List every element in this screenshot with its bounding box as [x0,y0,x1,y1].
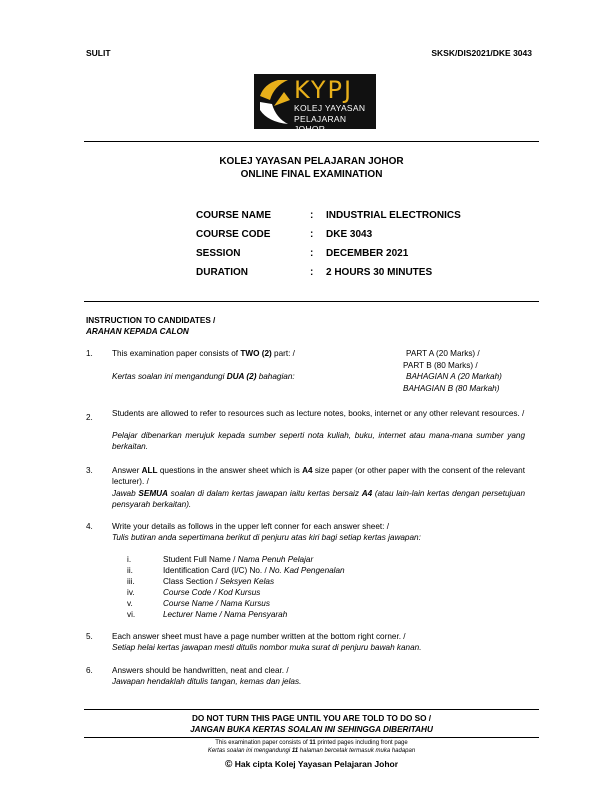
list-item: Identification Card (I/C) No. / No. Kad Pengenalan [163,566,345,575]
logo-brand: KYPJ [294,76,354,104]
item1-ms: Kertas soalan ini mengandungi DUA (2) bahagian: [112,372,295,381]
item1-bahagian-a: BAHAGIAN A (20 Markah) [406,372,502,381]
course-code-label: COURSE CODE [196,229,271,240]
divider-footer-bottom [84,737,539,738]
item5-en: Each answer sheet must have a page number written at the bottom right corner. / [112,632,406,641]
session-sep: : [310,248,314,259]
warning-ms: JANGAN BUKA KERTAS SOALAN INI SEHINGGA DIBERITAHU [190,725,433,734]
copyright-icon: © [224,759,233,770]
institution-title: KOLEJ YAYASAN PELAJARAN JOHOR [219,156,404,167]
list-item-number: vi. [127,610,136,619]
course-name-sep: : [310,210,314,221]
logo-line2: PELAJARAN JOHOR [294,114,347,134]
kypj-logo [254,74,376,134]
item2-en: Students are allowed to refer to resources such as lecture notes, books, internet or any other relevant resources. / [112,409,525,418]
list-item: Course Name / Nama Kursus [163,599,270,608]
warning-en: DO NOT TURN THIS PAGE UNTIL YOU ARE TOLD TO DO SO / [191,714,432,723]
page-count-ms: Kertas soalan ini mengandungi 11 halaman bercetak termasuk muka hadapan [207,748,416,754]
list-item-number: i. [127,555,132,564]
item1-en: This examination paper consists of TWO (2) part: / [112,349,295,358]
course-name-label: COURSE NAME [196,210,272,221]
item-number: 1. [86,349,93,358]
list-item: Course Code / Kod Kursus [163,588,261,597]
list-item: Class Section / Seksyen Kelas [163,577,275,586]
item-number: 3. [86,466,93,475]
list-item: Student Full Name / Nama Penuh Pelajar [163,555,314,564]
list-item-number: iv. [127,588,135,597]
list-item-number: iii. [127,577,135,586]
item5-ms: Setiap helai kertas jawapan mesti ditulis nombor muka surat di penjuru bawah kanan. [112,643,422,652]
session-value: DECEMBER 2021 [326,248,409,259]
course-code-sep: : [310,229,314,240]
item-number: 4. [86,522,93,531]
header-classification: SULIT [86,48,111,58]
divider-footer-top [84,709,539,710]
session-label: SESSION [196,248,241,259]
duration-value: 2 HOURS 30 MINUTES [326,267,433,278]
item6-ms: Jawapan hendaklah ditulis tangan, kemas dan jelas. [112,677,302,686]
header-doc-code: SKSK/DIS2021/DKE 3043 [431,48,532,58]
item-number: 6. [86,666,93,675]
item6-en: Answers should be handwritten, neat and clear. / [112,666,289,675]
duration-label: DURATION [196,267,249,278]
item-number: 2. [86,413,93,422]
duration-sep: : [310,267,314,278]
list-item-number: ii. [127,566,133,575]
exam-title: ONLINE FINAL EXAMINATION [240,169,383,180]
course-code-value: DKE 3043 [326,229,373,240]
divider-middle [84,301,539,302]
item3-en: Answer ALL questions in the answer sheet which is A4 size paper (or other paper with the consent of the relevant lecturer). / [112,466,525,486]
list-item: Lecturer Name / Nama Pensyarah [163,610,288,619]
instruction-heading-ms: ARAHAN KEPADA CALON [86,327,189,336]
logo-line1: KOLEJ YAYASAN [294,103,366,113]
item4-en: Write your details as follows in the upper left conner for each answer sheet: / [112,522,389,531]
divider-top [84,141,539,142]
instruction-heading-en: INSTRUCTION TO CANDIDATES / [86,316,216,325]
item3-ms: Jawab SEMUA soalan di dalam kertas jawapan iaitu kertas bersaiz A4 (atau lain-lain kertas dengan persetujuan pensyarah berkaitan). [112,489,525,509]
item1-part-b: PART B (80 Marks) / [403,361,478,370]
copyright: © Hak cipta Kolej Yayasan Pelajaran Johor [224,759,399,770]
list-item-number: v. [127,599,133,608]
page-count-en: This examination paper consists of 11 printed pages including front page [215,740,408,746]
item4-ms: Tulis butiran anda sepertimana berikut di penjuru atas kiri bagi setiap kertas jawapan: [112,533,421,542]
item2-ms: Pelajar dibenarkan merujuk kepada sumber seperti nota kuliah, buku, internet atau mana-mana sumber yang berkaitan. [112,431,525,451]
course-name-value: INDUSTRIAL ELECTRONICS [326,210,461,221]
item1-bahagian-b: BAHAGIAN B (80 Markah) [403,384,500,393]
item1-part-a: PART A (20 Marks) / [406,349,480,358]
item-number: 5. [86,632,93,641]
